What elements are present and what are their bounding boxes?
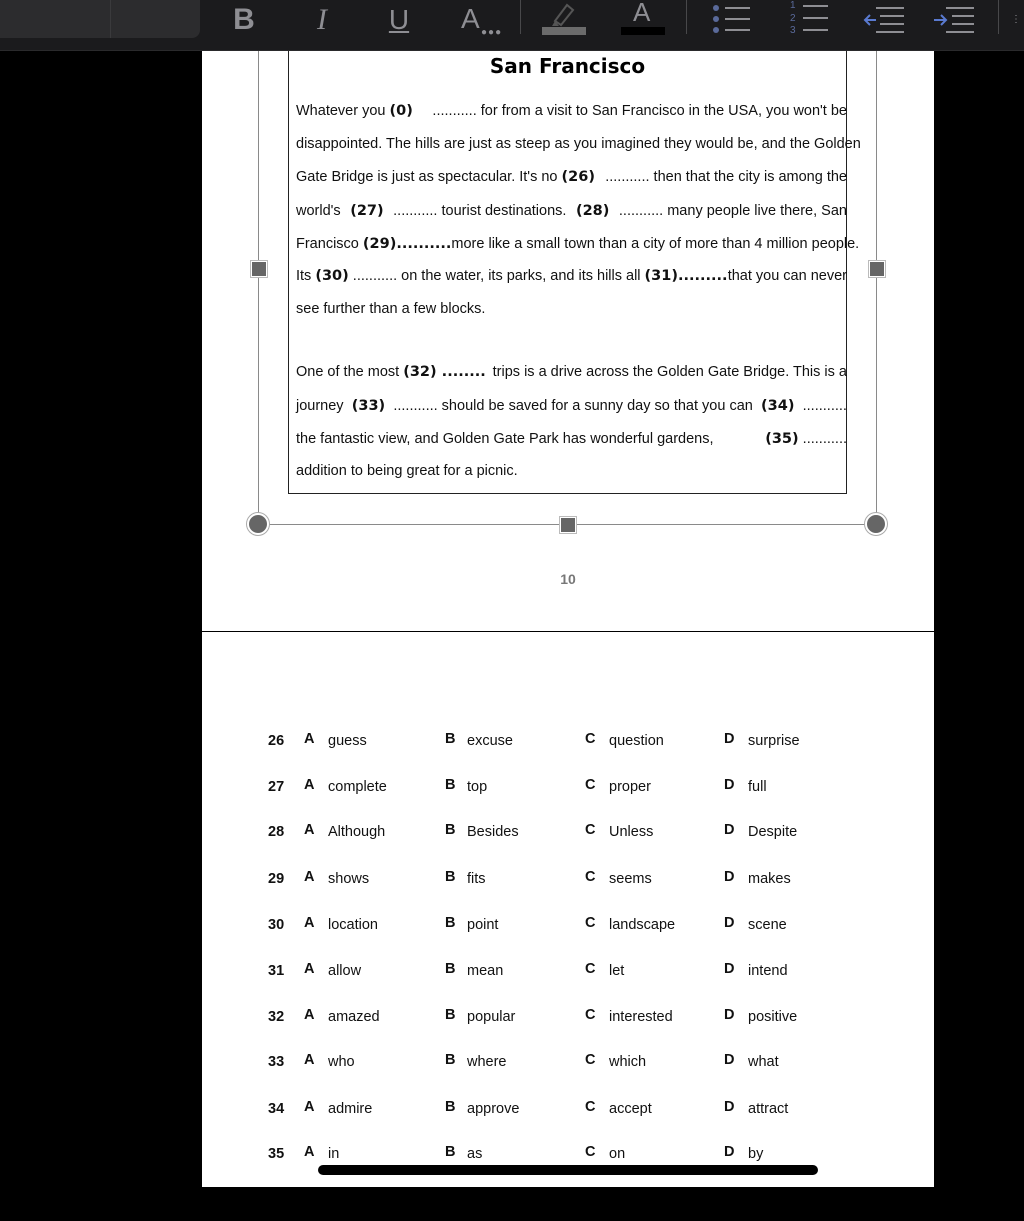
passage-line: addition to being great for a picnic. <box>296 463 518 479</box>
increase-indent-button[interactable] <box>932 0 976 40</box>
option-letter-a: A <box>304 1144 315 1160</box>
document-page <box>202 632 934 1187</box>
option-letter-a: A <box>304 915 315 931</box>
option-letter-b: B <box>445 777 456 793</box>
option-a[interactable]: location <box>328 917 378 933</box>
question-row <box>202 1054 934 1076</box>
passage-text-box[interactable] <box>288 51 861 494</box>
option-letter-d: D <box>724 1052 735 1068</box>
segment-divider <box>110 0 111 38</box>
question-row <box>202 733 934 755</box>
option-d[interactable]: full <box>748 779 767 795</box>
selection-frame-left <box>258 51 259 525</box>
toolbar-left-segment[interactable] <box>0 0 200 38</box>
question-number: 35 <box>268 1146 285 1162</box>
toolbar-more-button[interactable] <box>1010 0 1022 40</box>
option-a[interactable]: complete <box>328 779 387 795</box>
resize-handle-bottom-right[interactable] <box>865 513 887 535</box>
option-c[interactable]: accept <box>609 1101 652 1117</box>
numbered-list-icon: 1 2 3 <box>790 0 796 36</box>
option-letter-c: C <box>585 731 596 747</box>
option-b[interactable]: excuse <box>467 733 513 749</box>
option-letter-b: B <box>445 1052 456 1068</box>
option-letter-c: C <box>585 961 596 977</box>
option-letter-b: B <box>445 869 456 885</box>
question-number: 28 <box>268 824 285 840</box>
question-number: 27 <box>268 779 285 795</box>
selection-frame-right <box>876 51 877 525</box>
question-number: 31 <box>268 963 285 979</box>
option-b[interactable]: point <box>467 917 499 933</box>
question-number: 33 <box>268 1054 285 1070</box>
option-letter-d: D <box>724 915 735 931</box>
question-row <box>202 1009 934 1031</box>
question-row <box>202 824 934 846</box>
horizontal-scrollbar[interactable] <box>318 1165 818 1175</box>
option-letter-c: C <box>585 1007 596 1023</box>
option-c[interactable]: landscape <box>609 917 676 933</box>
option-letter-c: C <box>585 915 596 931</box>
bullet-list-button[interactable] <box>708 0 752 40</box>
passage-line: Whatever you (0) ........... for from a visit to San Francisco in the USA, you won't be <box>296 103 847 119</box>
underline-icon: U <box>388 4 410 35</box>
passage-line: journey (33) ........... should be saved for a sunny day so that you can (34) ........... <box>296 398 847 414</box>
passage-line: world's (27) ........... tourist destinations. (28) ........... many people live there, San <box>296 203 847 219</box>
numbered-list-button[interactable] <box>786 0 830 40</box>
font-options-button[interactable] <box>458 0 503 40</box>
passage-line: see further than a few blocks. <box>296 301 486 317</box>
resize-handle-left[interactable] <box>251 261 267 277</box>
option-d[interactable]: intend <box>748 963 788 979</box>
more-icon: ⋮ <box>1011 14 1021 25</box>
option-b[interactable]: mean <box>467 963 504 979</box>
question-row <box>202 963 934 985</box>
option-letter-b: B <box>445 1144 456 1160</box>
option-a[interactable]: amazed <box>328 1009 380 1025</box>
option-b[interactable]: as <box>467 1146 483 1162</box>
question-row <box>202 871 934 893</box>
option-d[interactable]: positive <box>748 1009 798 1025</box>
option-d[interactable]: scene <box>748 917 787 933</box>
font-options-icon: A ●●● <box>461 3 503 38</box>
option-b[interactable]: where <box>467 1054 507 1070</box>
option-letter-d: D <box>724 822 735 838</box>
option-letter-b: B <box>445 822 456 838</box>
passage-title: San Francisco <box>489 54 646 78</box>
option-letter-d: D <box>724 869 735 885</box>
bullet-list-icon <box>708 4 752 36</box>
resize-handle-bottom[interactable] <box>560 517 576 533</box>
option-a[interactable]: allow <box>328 963 362 979</box>
question-number: 30 <box>268 917 285 933</box>
option-letter-b: B <box>445 731 456 747</box>
decrease-indent-button[interactable] <box>862 0 906 40</box>
option-c[interactable]: question <box>609 733 664 749</box>
option-a[interactable]: admire <box>328 1101 373 1117</box>
question-row <box>202 917 934 939</box>
option-letter-c: C <box>585 869 596 885</box>
document-page <box>202 51 934 631</box>
option-letter-a: A <box>304 777 315 793</box>
passage-line: Francisco (29).......... more like a small town than a city of more than 4 million people. <box>296 236 860 252</box>
option-d[interactable]: what <box>748 1054 779 1070</box>
option-a[interactable]: guess <box>328 733 367 749</box>
option-d[interactable]: attract <box>748 1101 789 1117</box>
bold-icon: B <box>233 3 255 36</box>
option-letter-d: D <box>724 731 735 747</box>
italic-button[interactable] <box>305 0 339 40</box>
option-letter-a: A <box>304 1099 315 1115</box>
formatting-toolbar <box>0 0 1024 51</box>
question-row <box>202 1101 934 1123</box>
option-b[interactable]: Besides <box>467 824 519 840</box>
highlight-button[interactable] <box>540 0 588 40</box>
option-b[interactable]: top <box>467 779 488 795</box>
option-letter-d: D <box>724 1099 735 1115</box>
option-c[interactable]: seems <box>609 871 652 887</box>
option-letter-c: C <box>585 1099 596 1115</box>
option-b[interactable]: approve <box>467 1101 520 1117</box>
option-letter-d: D <box>724 1144 735 1160</box>
highlight-icon <box>541 1 587 39</box>
resize-handle-right[interactable] <box>869 261 885 277</box>
toolbar-divider <box>686 0 687 34</box>
question-row <box>202 779 934 801</box>
option-c[interactable]: proper <box>609 779 651 795</box>
passage-line: disappointed. The hills are just as steep as you imagined they would be, and the Golden <box>296 136 861 152</box>
option-letter-d: D <box>724 1007 735 1023</box>
option-letter-a: A <box>304 822 315 838</box>
option-letter-a: A <box>304 731 315 747</box>
page-number: 10 <box>560 571 576 587</box>
option-d[interactable]: makes <box>748 871 791 887</box>
passage-line: the fantastic view, and Golden Gate Park has wonderful gardens, (35) ........... <box>296 431 847 447</box>
underline-button[interactable] <box>382 0 416 40</box>
option-c[interactable]: let <box>609 963 625 979</box>
option-a[interactable]: Although <box>328 824 386 840</box>
question-number: 29 <box>268 871 285 887</box>
text-color-button[interactable] <box>619 0 667 40</box>
resize-handle-bottom-left[interactable] <box>247 513 269 535</box>
option-d[interactable]: by <box>748 1146 764 1162</box>
toolbar-divider <box>998 0 999 34</box>
option-letter-c: C <box>585 1144 596 1160</box>
option-a[interactable]: who <box>328 1054 355 1070</box>
bold-button[interactable] <box>226 0 262 40</box>
option-letter-b: B <box>445 915 456 931</box>
option-b[interactable]: fits <box>467 871 486 887</box>
option-c[interactable]: Unless <box>609 824 654 840</box>
option-letter-b: B <box>445 961 456 977</box>
option-letter-c: C <box>585 1052 596 1068</box>
option-letter-b: B <box>445 1007 456 1023</box>
question-number: 34 <box>268 1101 285 1117</box>
option-a[interactable]: in <box>328 1146 340 1162</box>
option-letter-a: A <box>304 961 315 977</box>
option-d[interactable]: Despite <box>748 824 798 840</box>
increase-indent-icon <box>932 5 976 35</box>
option-letter-d: D <box>724 961 735 977</box>
option-letter-d: D <box>724 777 735 793</box>
decrease-indent-icon <box>862 5 906 35</box>
option-letter-c: C <box>585 822 596 838</box>
option-c[interactable]: interested <box>609 1009 673 1025</box>
option-letter-a: A <box>304 869 315 885</box>
option-a[interactable]: shows <box>328 871 370 887</box>
option-b[interactable]: popular <box>467 1009 516 1025</box>
text-color-icon: A <box>620 1 666 39</box>
passage-line: Gate Bridge is just as spectacular. It's no (26) ........... then that the city is among the <box>296 169 847 185</box>
option-letter-c: C <box>585 777 596 793</box>
option-c[interactable]: which <box>609 1054 647 1070</box>
toolbar-divider <box>520 0 521 34</box>
option-d[interactable]: surprise <box>748 733 800 749</box>
question-number: 26 <box>268 733 285 749</box>
italic-icon: I <box>317 3 327 36</box>
question-number: 32 <box>268 1009 285 1025</box>
option-letter-a: A <box>304 1052 315 1068</box>
passage-line: One of the most (32) ........ trips is a drive across the Golden Gate Bridge. This is a <box>296 364 847 380</box>
passage-line: Its (30) ........... on the water, its parks, and its hills all (31)......... that you can never <box>296 268 847 284</box>
option-letter-a: A <box>304 1007 315 1023</box>
option-letter-b: B <box>445 1099 456 1115</box>
option-c[interactable]: on <box>609 1146 626 1162</box>
